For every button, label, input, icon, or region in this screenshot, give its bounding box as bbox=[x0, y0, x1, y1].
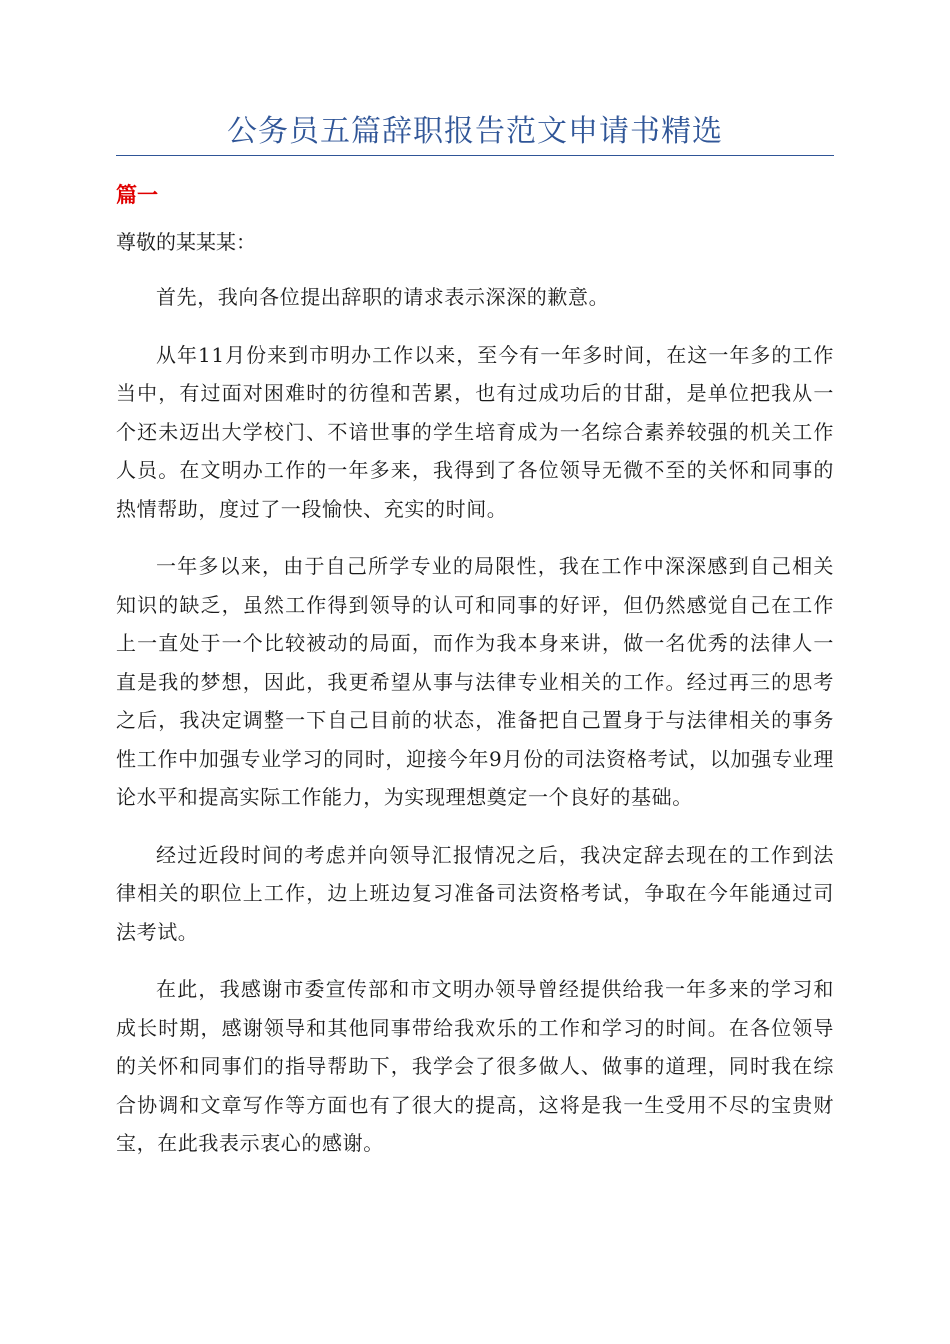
document-title: 公务员五篇辞职报告范文申请书精选 bbox=[227, 114, 723, 149]
salutation: 尊敬的某某某： bbox=[116, 230, 256, 254]
paragraph-work-history: 从年11月份来到市明办工作以来，至今有一年多时间，在这一年多的工作当中，有过面对困难时的彷徨和苦累，也有过成功后的甘甜，是单位把我从一个还未迈出大学校门、不谙世事的学生培育成为一名综合素养较强的机关工作人员。在文明办工作的一年多来，我得到了各位领导无微不至的关怀和同事的热情帮助，度过了一段愉快、充实的时间。 bbox=[116, 342, 834, 521]
section-heading: 篇一 bbox=[116, 183, 158, 207]
paragraph-apology: 首先，我向各位提出辞职的请求表示深深的歉意。 bbox=[156, 285, 610, 309]
title-underline bbox=[116, 155, 834, 156]
paragraph-thanks: 在此，我感谢市委宣传部和市文明办领导曾经提供给我一年多来的学习和成长时期，感谢领导和其他同事带给我欢乐的工作和学习的时间。在各位领导的关怀和同事们的指导帮助下，我学会了很多做人、做事的道理，同时我在综合协调和文章写作等方面也有了很大的提高，这将是我一生受用不尽的宝贵财宝，在此我表示衷心的感谢。 bbox=[116, 977, 834, 1155]
letter-body bbox=[116, 278, 834, 1182]
paragraph-decision: 经过近段时间的考虑并向领导汇报情况之后，我决定辞去现在的工作到法律相关的职位上工作，边上班边复习准备司法资格考试，争取在今年能通过司法考试。 bbox=[116, 842, 834, 944]
paragraph-reason: 一年多以来，由于自己所学专业的局限性，我在工作中深深感到自己相关知识的缺乏，虽然工作得到领导的认可和同事的好评，但仍然感觉自己在工作上一直处于一个比较被动的局面，而作为我本身来讲，做一名优秀的法律人一直是我的梦想，因此，我更希望从事与法律专业相关的工作。经过再三的思考之后，我决定调整一下自己目前的状态，准备把自己置身于与法律相关的事务性工作中加强专业学习的同时，迎接今年9月份的司法资格考试，以加强专业理论水平和提高实际工作能力，为实现理想奠定一个良好的基础。 bbox=[116, 554, 834, 809]
